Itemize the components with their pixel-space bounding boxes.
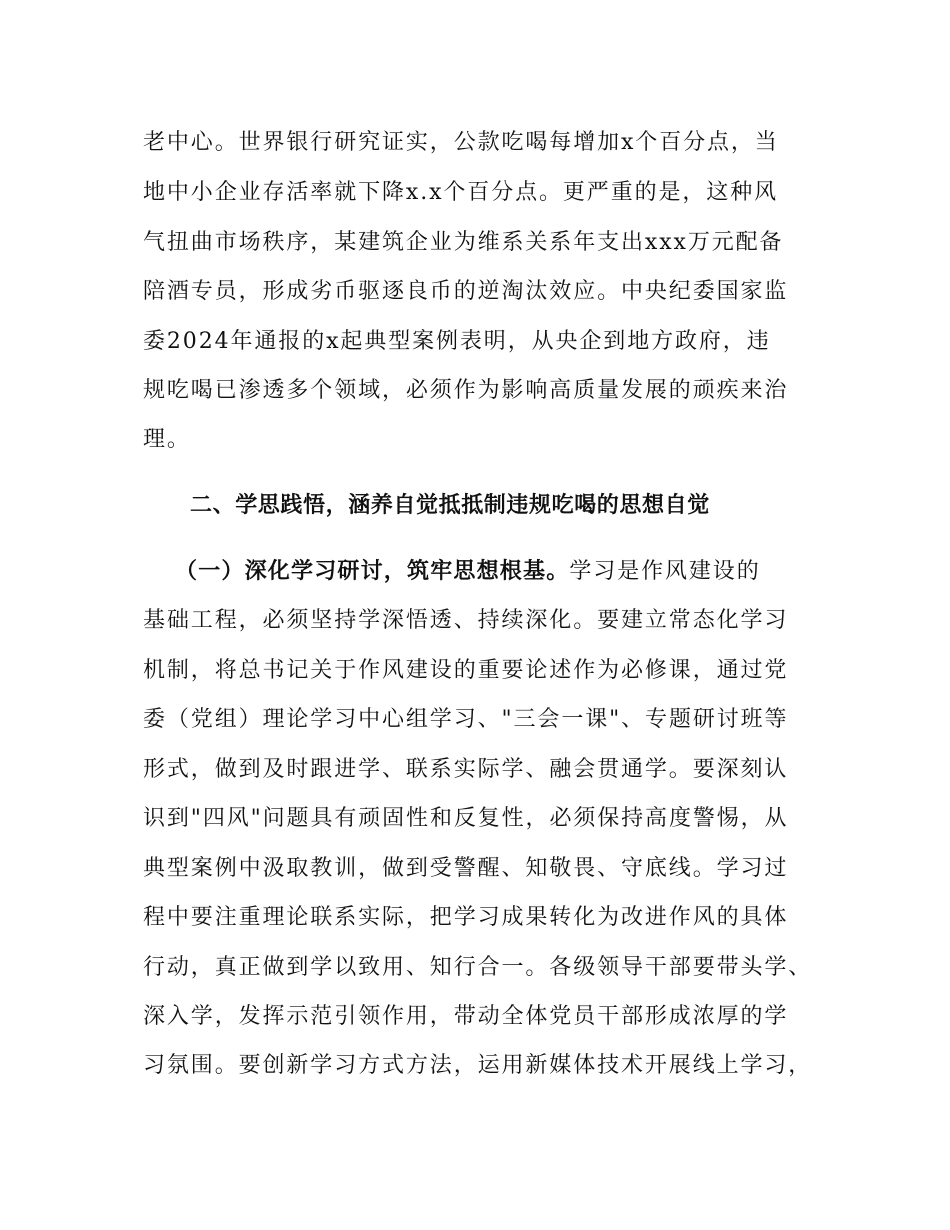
body-text-line: 习氛围。要创新学习方式方法，运用新媒体技术开展线上学习， xyxy=(143,1053,813,1078)
body-text-line: 气扭曲市场秩序，某建筑企业为维系关系年支出xxx万元配备 xyxy=(143,230,784,255)
section-heading: 二、学思践悟，涵养自觉抵抵制违规吃喝的思想自觉 xyxy=(190,493,710,518)
body-text-line: 典型案例中汲取教训，做到受警醒、知敬畏、守底线。学习过 xyxy=(143,856,789,881)
body-text-line: 识到"四风"问题具有顽固性和反复性，必须保持高度警惕，从 xyxy=(143,806,789,831)
body-text-line: 基础工程，必须坚持学深悟透、持续深化。要建立常态化学习 xyxy=(143,608,789,633)
body-text-fragment: 学习是作风建设的 xyxy=(569,559,761,584)
subsection-heading: （一）深化学习研讨，筑牢思想根基。 xyxy=(175,559,570,584)
paragraph-first-line xyxy=(175,557,761,587)
body-text-line: 委（党组）理论学习中心组学习、"三会一课"、专题研讨班等 xyxy=(143,707,789,732)
body-text-line: 深入学，发挥示范引领作用，带动全体党员干部形成浓厚的学 xyxy=(143,1004,789,1029)
body-text-line: 机制，将总书记关于作风建设的重要论述作为必修课，通过党 xyxy=(143,658,789,683)
body-text-line: 陪酒专员，形成劣币驱逐良币的逆淘汰效应。中央纪委国家监 xyxy=(143,279,789,304)
body-text-line: 理。 xyxy=(143,427,191,452)
body-text-line: 委2024年通报的x起典型案例表明，从央企到地方政府，违 xyxy=(143,329,771,354)
body-text-line: 程中要注重理论联系实际，把学习成果转化为改进作风的具体 xyxy=(143,905,789,930)
body-text-line: 规吃喝已渗透多个领域，必须作为影响高质量发展的顽疾来治 xyxy=(143,378,789,403)
body-text-line: 形式，做到及时跟进学、联系实际学、融会贯通学。要深刻认 xyxy=(143,757,789,782)
body-text-line: 地中小企业存活率就下降x.x个百分点。更严重的是，这种风 xyxy=(143,180,779,205)
body-text-line: 行动，真正做到学以致用、知行合一。各级领导干部要带头学、 xyxy=(143,955,813,980)
body-text-line: 老中心。世界银行研究证实，公款吃喝每增加x个百分点，当 xyxy=(143,130,779,155)
